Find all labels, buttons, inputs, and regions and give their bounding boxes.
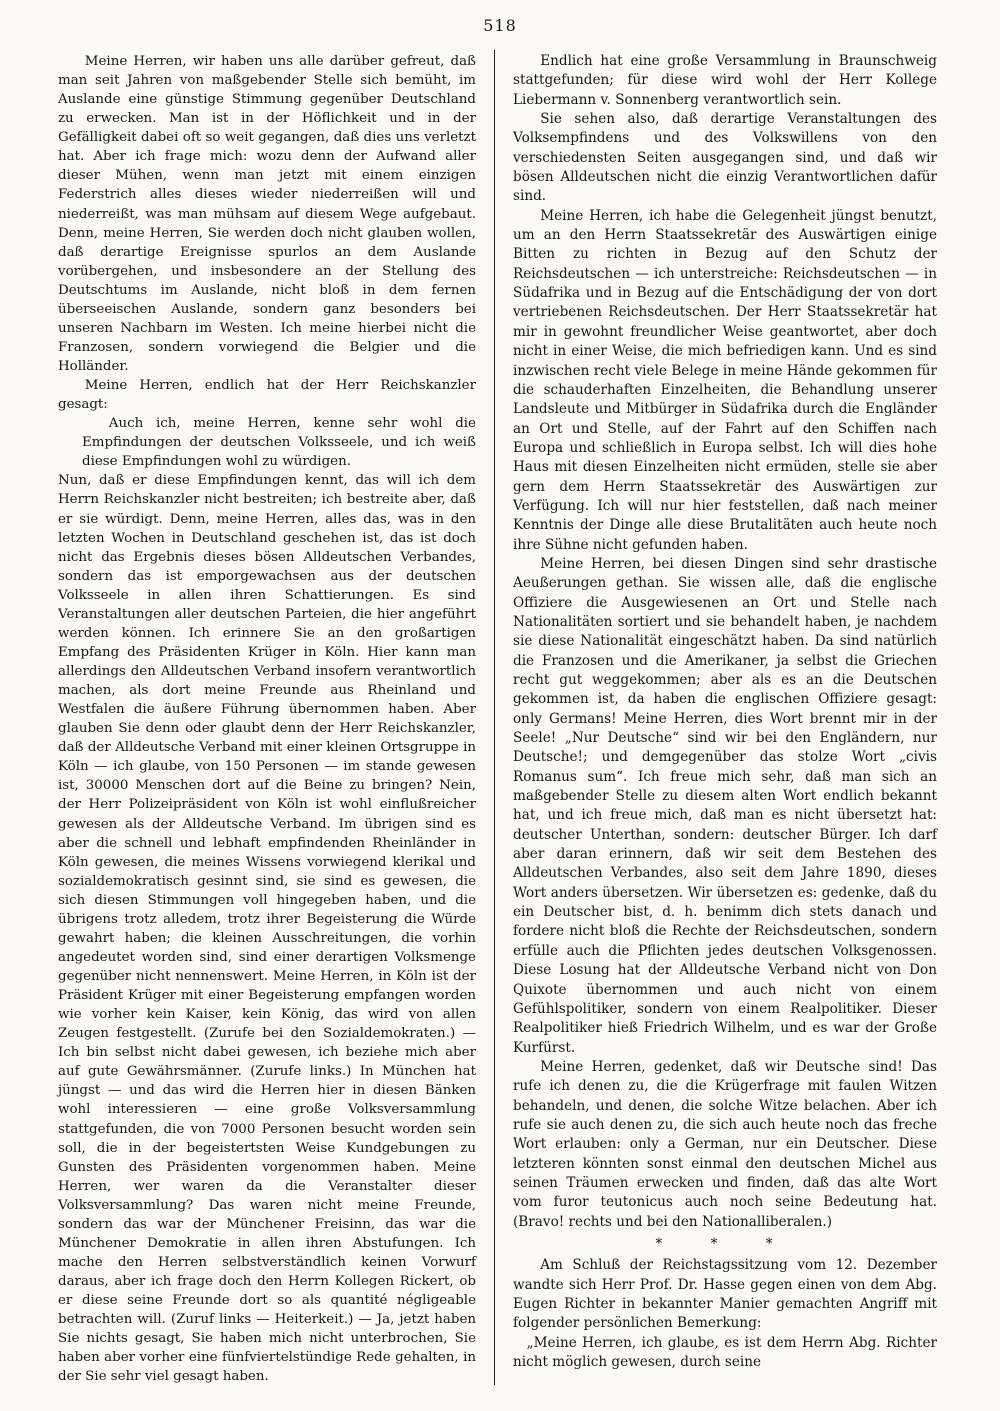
paragraph: Meine Herren, gedenket, daß wir Deutsche sind! Das rufe ich denen zu, die die Krügerfrage mit faulen Witzen behandeln, und denen, die solche Witze belachen. Aber ich rufe sie auch denen zu, die sich auch heute noch das freche Wort erlauben: only a German, nur ein Deutscher. Diese letzteren könnten sonst einmal den deutschen Michel aus seinen Träumen erwecken und finden, daß das alte Wort vom furor teutonicus auch noch seine Bedeutung hat. (Bravo! rechts und bei den Nationalliberalen.) [513,1058,937,1230]
section-separator: * * * [655,1235,795,1252]
paragraph: Nun, daß er diese Empfindungen kennt, das will ich dem Herrn Reichskanzler nicht bestreiten; ich bestreite aber, daß er sie würdigt. Denn, meine Herren, alles das, was in den letzten Wochen in Deutschland geschehen ist, das ist doch nicht das Ergebnis dieses bösen Alldeutschen Verbandes, sondern das ist emporgewachsen aus der deutschen Volksseele in allen ihren Schattierungen. Es sind Veranstaltungen aller deutschen Parteien, die hier angeführt werden können. Ich erinnere Sie an den großartigen Empfang des Präsidenten Krüger in Köln. Hier kann man allerdings den Alldeutschen Verband insofern verantwortlich machen, als dort meine Freunde aus Rheinland und Westfalen die äußere Führung übernommen haben. Aber glauben Sie denn oder glaubt denn der Herr Reichskanzler, daß der Alldeutsche Verband mit einer kleinen Ortsgruppe in Köln — ich glaube, von 150 Personen — im stande gewesen ist, 30000 Menschen dort auf die Beine zu bringen? Nein, der Herr Polizeipräsident von Köln ist wohl einflußreicher gewesen als der Alldeutsche Verband. Im übrigen sind es aber die schnell und lebhaft empfindenden Rheinländer in Köln gewesen, die meines Wissens vorwiegend klerikal und sozialdemokratisch gesinnt sind, sie sind es gewesen, die sich diesen Stimmungen voll hingegeben haben, und die übrigens trotz alledem, trotz ihrer Begeisterung die Würde gewahrt haben; die kleinen Ausschreitungen, die vorhin angedeutet worden sind, sind einer derartigen Volksmenge gegenüber nicht nennenswert. Meine Herren, in Köln ist der Präsident Krüger mit einer Begeisterung empfangen worden wie vorher kein Kaiser, kein König, das wird von allen Zeugen festgestellt. (Zurufe bei den Sozialdemokraten.) — Ich bin selbst nicht dabei gewesen, ich beziehe mich aber auf gute Gewährsmänner. (Zurufe links.) In München hat jüngst — und das wird die Herren hier in diesen Bänken wohl interessieren — eine große Volksversammlung stattgefunden, die von 7000 Personen besucht worden sein soll, die in der begeistertsten Weise Kundgebungen zu Gunsten des Präsidenten vorgenommen haben. Meine Herren, wer waren da die Veranstalter dieser Volksversammlung? Das waren nicht meine Freunde, sondern das war der Münchener Freisinn, das war die Münchener Demokratie in allen ihren Abstufungen. Ich mache den Herren selbstverständlich keinen Vorwurf daraus, aber ich frage doch den Herrn Kollegen Rickert, ob er diese seine Freunde dort so als quantité négligeable betrachten will. (Zuruf links — Heiterkeit.) — Ja, jetzt haben Sie nichts gesagt, Sie haben mich nicht unterbrochen, Sie haben aber vorher eine fünfviertelstündige Rede gehalten, in der Sie sehr viel gesagt haben. [58,473,476,1385]
paragraph: Meine Herren, endlich hat der Herr Reichskanzler gesagt: [58,378,476,413]
paragraph: Am Schluß der Reichstagssitzung vom 12. Dezember wandte sich Herr Prof. Dr. Hasse gegen einen von dem Abg. Eugen Richter in bekannter Manier gemachten Angriff mit folgender persönlichen Bemerkung: [513,1257,937,1332]
paragraph: Auch ich, meine Herren, kenne sehr wohl die Empfindungen der deutschen Volksseele, und ich weiß diese Empfindungen wohl zu würdigen. [82,416,476,470]
paragraph: Endlich hat eine große Versammlung in Braunschweig stattgefunden; für diese wird wohl der Herr Kollege Liebermann v. Sonnenberg verantwortlich sein. [513,53,937,108]
paragraph: Meine Herren, wir haben uns alle darüber gefreut, daß man seit Jahren von maßgebender Stelle sich bemüht, im Auslande eine günstige Stimmung gegenüber Deutschland zu erwecken. Man ist in der Höflichkeit und in der Gefälligkeit dabei oft so weit gegangen, daß dies uns verletzt hat. Aber ich frage mich: wozu denn der Aufwand aller dieser Mühen, wenn man jetzt mit einem einzigen Federstrich alles dieses wieder niederreißen will und niederreißt, was man mühsam auf diesem Wege aufgebaut. Denn, meine Herren, Sie werden doch nicht glauben wollen, daß derartige Ereignisse spurlos an dem Auslande vorübergehen, und insbesondere an der Stellung des Deutschtums im Auslande, nicht bloß in dem fernen überseeischen Auslande, sondern ganz besonders bei unseren Nachbarn im Westen. Ich meine hierbei nicht die Franzosen, sondern vorwiegend die Belgier und die Holländer. [58,54,476,374]
paragraph: Sie sehen also, daß derartige Veranstaltungen des Volksempfindens und des Volkswillens von den verschiedensten Seiten ausgegangen sind, und daß wir bösen Alldeutschen nicht die einzig Verantwortlichen dafür sind. [513,111,937,205]
column-divider [494,50,495,1385]
right-text-column [513,52,937,1372]
paragraph: „Meine Herren, ich glaube, es ist dem Herrn Abg. Richter nicht möglich gewesen, durch seine [513,1334,937,1371]
left-text-column [58,52,476,1386]
paragraph: Meine Herren, bei diesen Dingen sind sehr drastische Aeußerungen gethan. Sie wissen alle, daß die englische Offiziere die Ausgewiesenen an Ort und Stelle nach Nationalitäten sortiert und sie behandelt haben, je nachdem sie diese Nationalität eingeschätzt haben. Da sind natürlich die Franzosen und die Amerikaner, ja selbst die Griechen recht gut weggekommen; aber als es an die Deutschen gekommen ist, da haben die englischen Offiziere gesagt: only Germans! Meine Herren, dies Wort brennt mir in der Seele! „Nur Deutsche“ sind wir bei den Engländern, nur Deutsche!; und demgegenüber das stolze Wort „civis Romanus sum“. Ich freue mich sehr, daß man sich an maßgebender Stelle zu diesem alten Wort endlich bekannt hat, und ich freue mich, daß man es nicht übersetzt hat: deutscher Unterthan, sondern: deutscher Bürger. Ich darf aber daran erinnern, daß wir seit dem Bestehen des Alldeutschen Verbandes, also seit dem Jahre 1890, dieses Wort anders übersetzen. Wir übersetzen es: gedenke, daß du ein Deutscher bist, d. h. benimm dich stets danach und fordere nicht bloß die Rechte der Reichsdeutschen, sondern erfülle auch die Pflichten jedes deutschen Volksgenossen. Diese Losung hat der Alldeutsche Verband nicht von Don Quixote übernommen und auch nicht von einem Gefühlspolitiker, sondern von einem Realpolitiker. Dieser Realpolitiker hieß Friedrich Wilhelm, und es war der Große Kurfürst. [513,555,937,1056]
page-number: 518 [483,16,517,35]
paragraph: Meine Herren, ich habe die Gelegenheit jüngst benutzt, um an den Herrn Staatssekretär des Auswärtigen einige Bitten zu richten in Bezug auf den Schutz der Reichsdeutschen — ich unterstreiche: Reichsdeutschen — in Südafrika und in Bezug auf die Entschädigung der von dort vertriebenen Reichsdeutschen. Der Herr Staatssekretär hat mir in gewohnt freundlicher Weise geantwortet, aber doch nicht in einer Weise, die mich befriedigen kann. Und es sind inzwischen recht viele Belege in meine Hände gekommen für die schauderhaften Einzelheiten, die Behandlung unserer Landsleute und Mitbürger in Südafrika durch die Engländer an Ort und Stelle, auf der Fahrt auf den Schiffen nach Europa und schließlich in Europa selbst. Ich will dies hohe Haus mit diesen Einzelheiten nicht ermüden, stelle sie aber gern dem Herrn Staatssekretär des Auswärtigen zur Verfügung. Ich will nur hier feststellen, daß nach meiner Kenntnis der Dinge alle diese Brutalitäten auch heute noch ihre Sühne nicht gefunden haben. [513,207,937,553]
